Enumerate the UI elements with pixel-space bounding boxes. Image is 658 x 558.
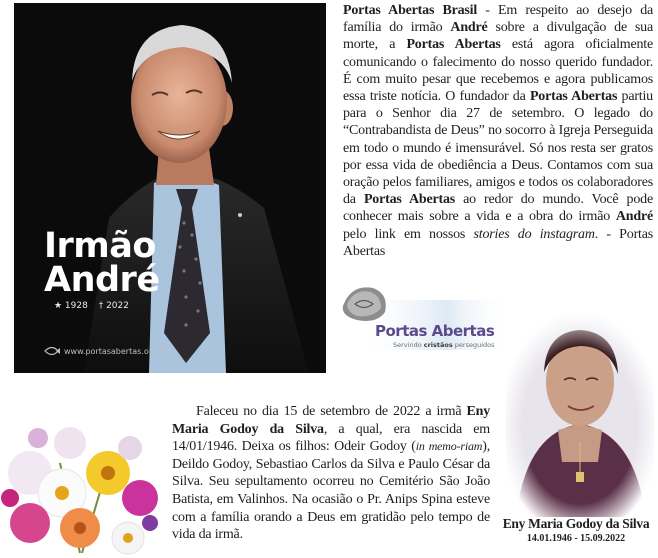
article-text-5: ao redor do mundo. Você pode conhecer mais sobre a vida e a obra do irmão <box>343 192 653 225</box>
portrait-dates <box>54 301 137 311</box>
birth-year: ★ 1928 <box>54 301 88 311</box>
org-lead: Portas Abertas Brasil <box>343 3 478 18</box>
article-text-6: pelo link em nossos <box>343 226 474 242</box>
article-text-4: partiu para o Senhor dia 27 de setembro. O legado do “Contrabandista de Deus” no socorro à Igreja Perseguida em todo o mundo é imensurável. Só nos resta ser gratos por essa vida de obediência a Deus. Contamos com sua oração pelos familiares, amigos e todos os colaboradores da <box>343 89 653 208</box>
org-name-2: Portas Abertas <box>529 89 618 105</box>
death-year: † 2022 <box>98 301 129 311</box>
deceased-portrait-photo <box>506 312 654 517</box>
portrait-card <box>14 3 326 373</box>
portas-abertas-logo <box>337 282 507 362</box>
logo-tagline <box>393 341 495 349</box>
tagline-post: perseguidos <box>452 341 495 349</box>
portrait-photo <box>14 3 326 373</box>
flower-petals <box>1 427 158 554</box>
article-text-2: sobre a divulgação de sua morte, a <box>343 20 653 53</box>
portrait-website <box>44 346 168 356</box>
obit-deceased-name: Eny Maria Godoy da Silva <box>172 404 490 437</box>
andre-name-2: André <box>615 209 653 225</box>
portrait-name-line2: André <box>44 260 160 300</box>
article-text-7: . - Portas Abertas <box>343 226 653 259</box>
portas-abertas-fish-icon <box>44 346 60 356</box>
tagline-bold: cristãos <box>423 341 453 349</box>
obituary-text <box>172 403 490 544</box>
org-name-3: Portas Abertas <box>363 192 455 208</box>
announcement-article <box>343 2 653 260</box>
article-text-1: - Em respeito ao desejo da família do irmão <box>343 3 654 36</box>
deceased-caption-dates: 14.01.1946 - 15.09.2022 <box>526 533 626 544</box>
org-name-1: Portas Abertas <box>406 37 501 53</box>
obit-text-3: ), Deildo Godoy, Sebastiao Carlos da Silva e Paulo César da Silva. Seu sepultamento ocorreu no Cemitério São João Batista, em Valinhos. Na ocasião o Pr. Anips Spina esteve com a família orando a Deus em gratidão pelo tempo de vida da irmã. <box>172 439 490 543</box>
portrait-name <box>44 226 160 300</box>
tagline-pre: Servindo <box>393 341 424 349</box>
deceased-caption-name: Eny Maria Godoy da Silva <box>502 516 650 531</box>
obit-text-2: , a qual, era nascida em 14/01/1946. Deixa os filhos: Odeir Godoy ( <box>172 421 490 455</box>
andre-name-1: André <box>450 20 488 36</box>
obituary-paragraph <box>172 403 490 544</box>
portrait-name-line1: Irmão <box>44 226 156 266</box>
instagram-stories: stories do instagram <box>473 226 595 242</box>
article-text-3: está agora oficialmente comunicando o falecimento do nosso querido fundador. É com muito pesar que recebemos e agora publicamos essa triste notícia. O fundador da <box>343 37 653 105</box>
obit-text-1: Faleceu no dia 15 de setembro de 2022 a irmã <box>196 404 467 419</box>
flower-bouquet-image <box>0 403 168 555</box>
obit-in-memoriam: in memo-riam <box>415 439 483 454</box>
website-url: www.portasabertas.org.br <box>64 346 168 356</box>
logo-brand: Portas Abertas <box>375 322 495 340</box>
